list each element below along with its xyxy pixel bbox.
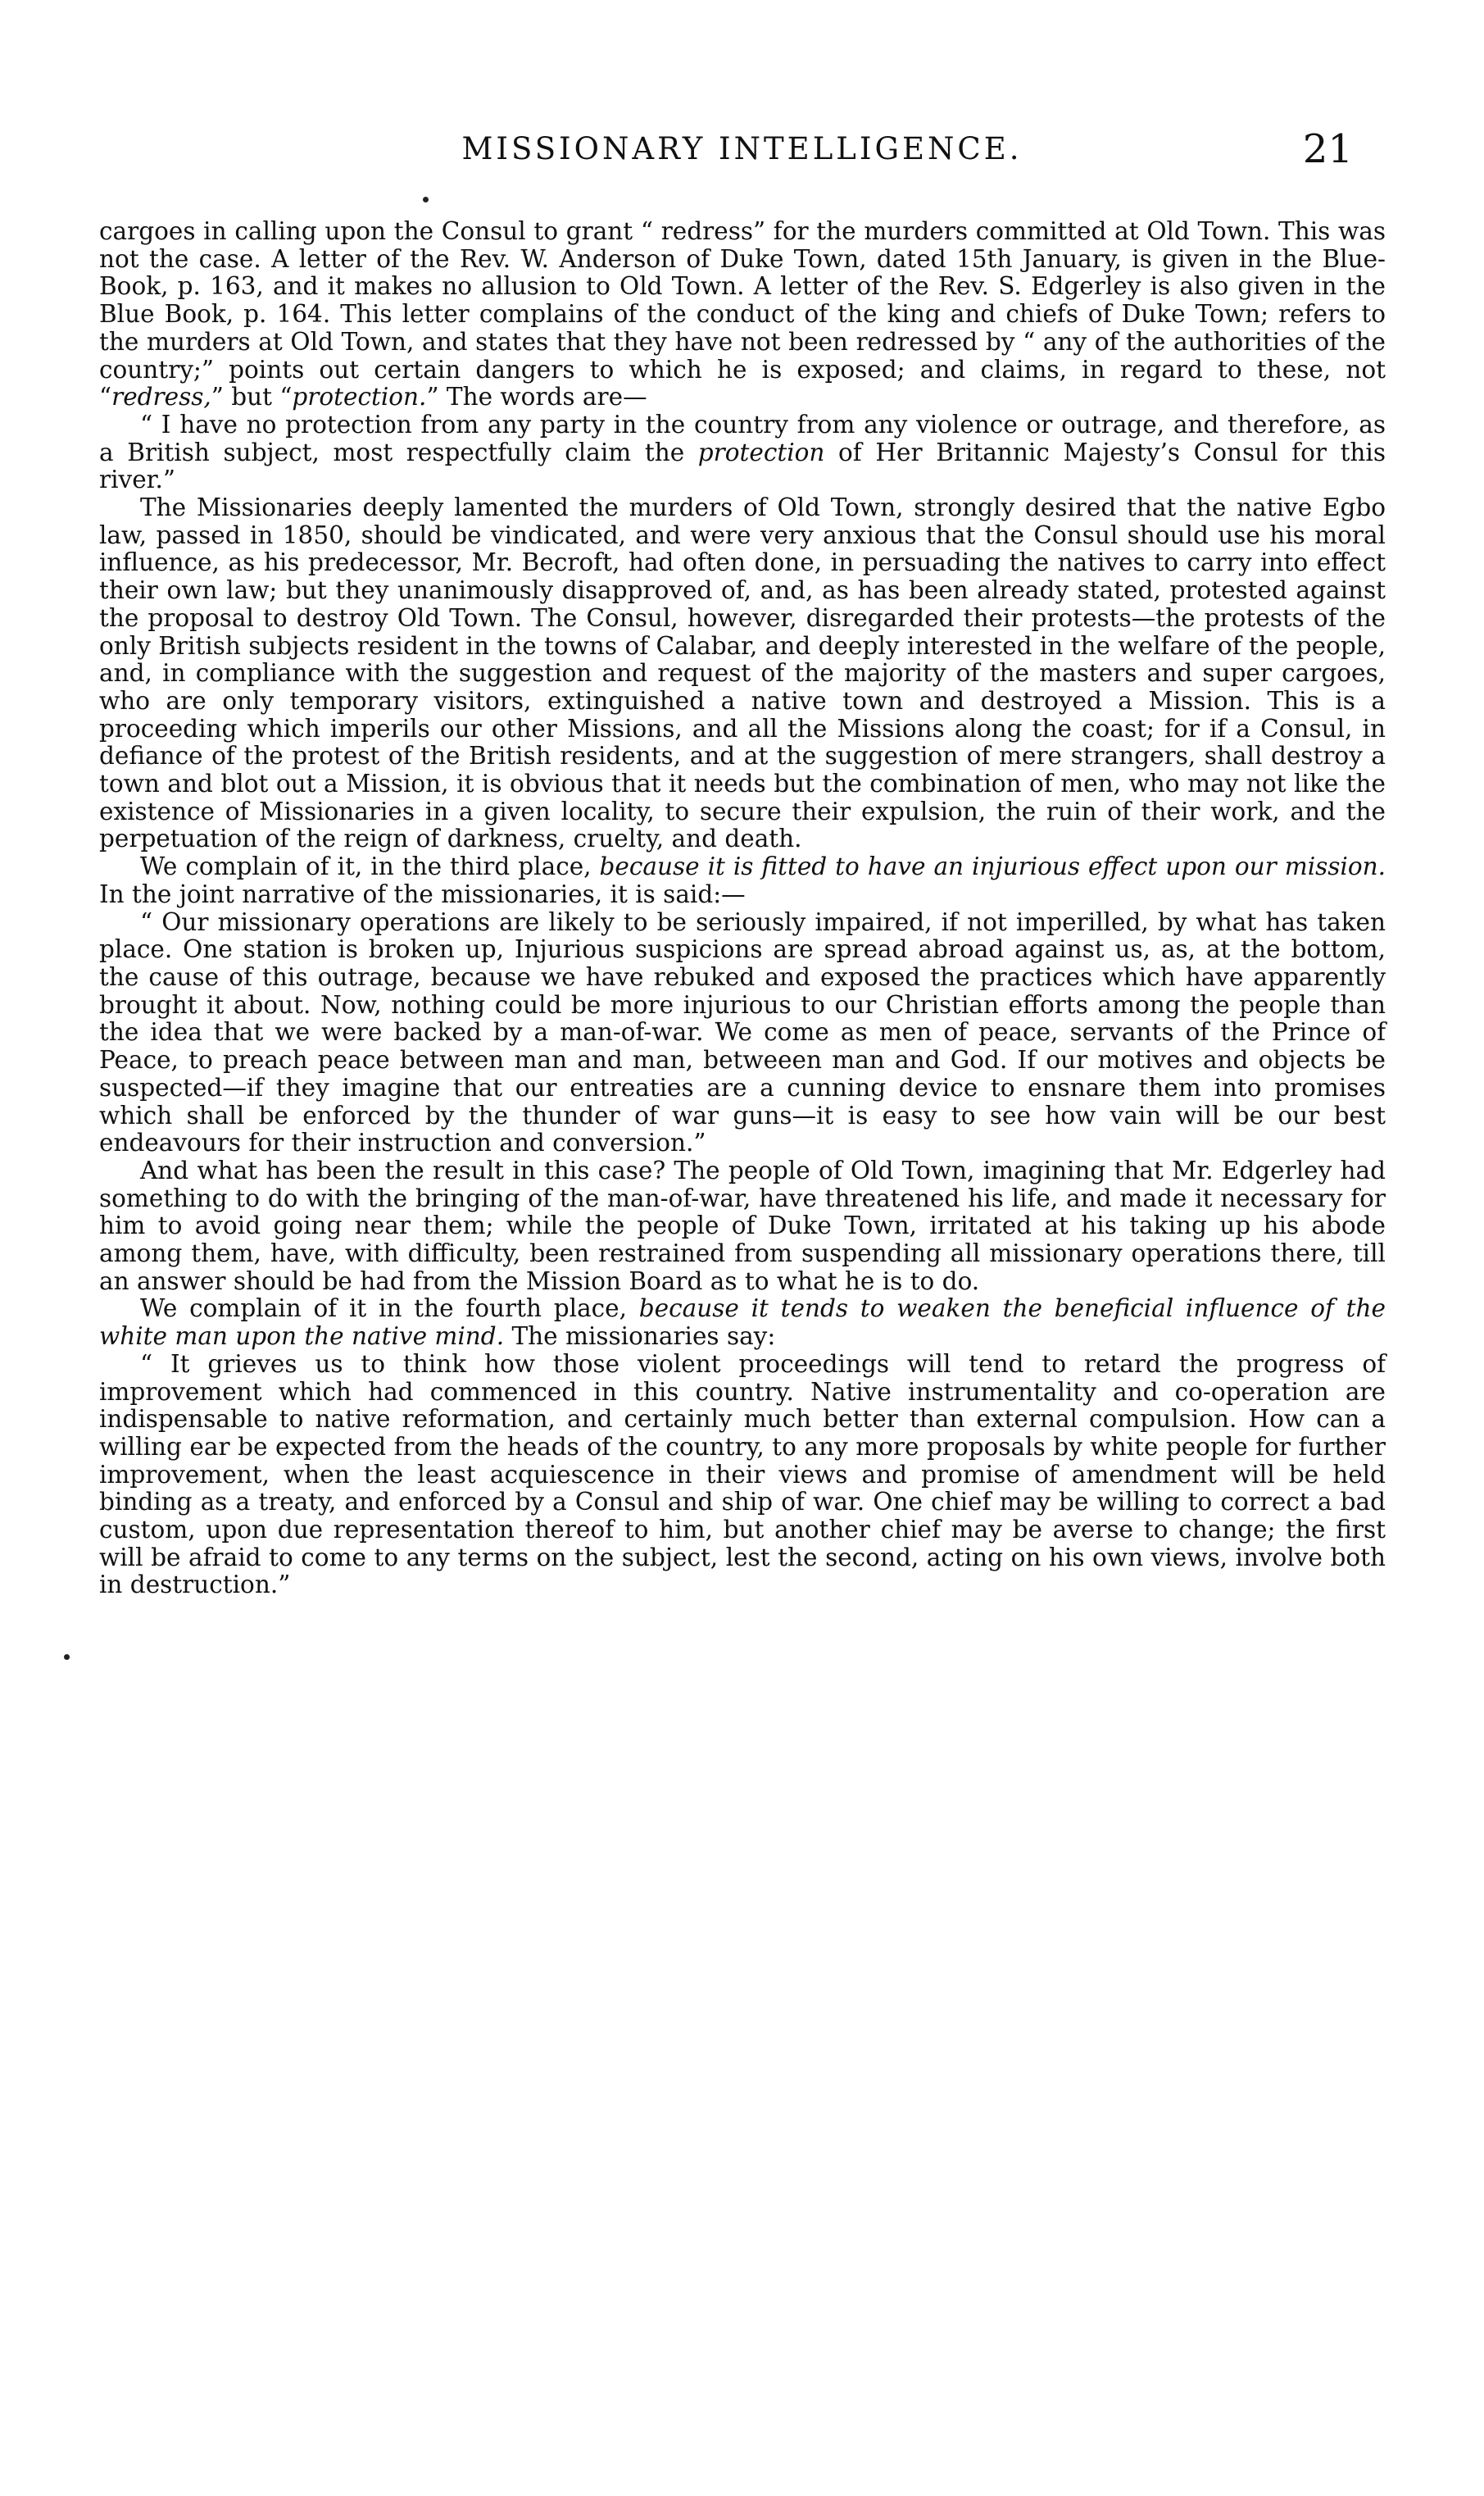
text-run: of Her Britannic Majesty’s Consul for this river.” — [99, 438, 1386, 494]
page-number: 21 — [1302, 126, 1353, 172]
page-header — [0, 126, 1484, 180]
text-run: cargoes in calling upon the Consul to grant “ redress” for the murders committed at Old Town. This was not the case. A letter of the Rev. W. Anderson of Duke Town, dated 15th January, is given in the Blue-Book, p. 163, and it makes no allusion to Old Town. A letter of the Rev. S. Edgerley is also given in the Blue Book, p. 164. This letter complains of the conduct of the king and chiefs of Duke Town; refers to the murders at Old Town, and states that they have not been redressed by “ any of the authorities of the country;” points out certain dangers to which he is exposed; and claims, in regard to these, not “ — [99, 217, 1386, 411]
italic-text: protection — [697, 438, 825, 466]
text-run: “ I have no protection from any party in the country from any violence or outrage, and therefore, as a British subject, most respectfully claim the — [99, 410, 1386, 466]
paragraph — [99, 1295, 1386, 1350]
block-quote: “ It grieves us to think how those violent proceedings will tend to retard the progress of improvement which had commenced in this country. Native instrumentality and co-operation are indispensable to native reformation, and certainly much better than external compulsion. How can a willing ear be expected from the heads of the country, to any more proposals by white people for further improvement, when the least acquiescence in their views and promise of amendment will be held binding as a treaty, and enforced by a Consul and ship of war. One chief may be willing to correct a bad custom, upon due representation thereof to him, but another chief may be averse to change; the first will be afraid to come to any terms on the subject, lest the second, acting on his own views, involve both in destruction.” — [99, 1349, 1386, 1599]
paragraph-continuation — [99, 218, 1386, 411]
italic-text: because it tends to weaken the beneficial influence of the white man upon the native mind. — [99, 1294, 1386, 1351]
text-run: ” but “ — [211, 383, 293, 411]
text-run: ” The words are— — [426, 383, 647, 411]
margin-mark — [64, 1654, 70, 1660]
running-head: MISSIONARY INTELLIGENCE. — [461, 131, 1023, 166]
ink-dot — [423, 197, 429, 202]
paragraph: And what has been the result in this case? The people of Old Town, imagining that Mr. Edgerley had something to do with the bringing of the man-of-war, have threatened his life, and made it necessary for him to avoid going near them; while the people of Duke Town, irritated at his taking up his abode among them, have, with difficulty, been restrained from suspending all missionary operations there, till an answer should be had from the Mission Board as to what he is to do. — [99, 1156, 1386, 1295]
body-text — [99, 218, 1386, 1599]
paragraph — [99, 853, 1386, 908]
text-run: We complain of it in the fourth place, — [140, 1294, 639, 1323]
italic-text: protection. — [292, 383, 427, 411]
block-quote — [99, 411, 1386, 494]
text-run: We complain of it, in the third place, — [140, 852, 600, 881]
block-quote: “ Our missionary operations are likely to be seriously impaired, if not imperilled, by what has taken place. One station is broken up, Injurious suspicions are spread abroad against us, as, at the bottom, the cause of this outrage, because we have rebuked and exposed the practices which have apparently brought it about. Now, nothing could be more injurious to our Christian efforts among the people than the idea that we were backed by a man-of-war. We come as men of peace, servants of the Prince of Peace, to preach peace between man and man, betweeen man and God. If our motives and objects be suspected—if they imagine that our entreaties are a cunning device to ensnare them into promises which shall be enforced by the thunder of war guns—it is easy to see how vain will be our best endeavours for their instruction and conversion.” — [99, 907, 1386, 1157]
text-run: The missionaries say: — [504, 1322, 776, 1351]
italic-text: redress, — [111, 383, 211, 411]
italic-text: because it is fitted to have an injurious effect upon our mission. — [599, 852, 1386, 881]
paragraph: The Missionaries deeply lamented the murders of Old Town, strongly desired that the native Egbo law, passed in 1850, should be vindicated, and were very anxious that the Consul should use his moral influence, as his predecessor, Mr. Becroft, had often done, in persuading the natives to carry into effect their own law; but they unanimously disapproved of, and, as has been already stated, protested against the proposal to destroy Old Town. The Consul, however, disregarded their protests—the protests of the only British subjects resident in the towns of Calabar, and deeply interested in the welfare of the people, and, in compliance with the suggestion and request of the majority of the masters and super cargoes, who are only temporary visitors, extinguished a native town and destroyed a Mission. This is a proceeding which imperils our other Missions, and all the Missions along the coast; for if a Consul, in defiance of the protest of the British residents, and at the suggestion of mere strangers, shall destroy a town and blot out a Mission, it is obvious that it needs but the combination of men, who may not like the existence of Missionaries in a given locality, to secure their expulsion, the ruin of their work, and the perpetuation of the reign of darkness, cruelty, and death. — [99, 493, 1386, 853]
text-run: In the joint narrative of the missionaries, it is said:— — [99, 880, 746, 908]
